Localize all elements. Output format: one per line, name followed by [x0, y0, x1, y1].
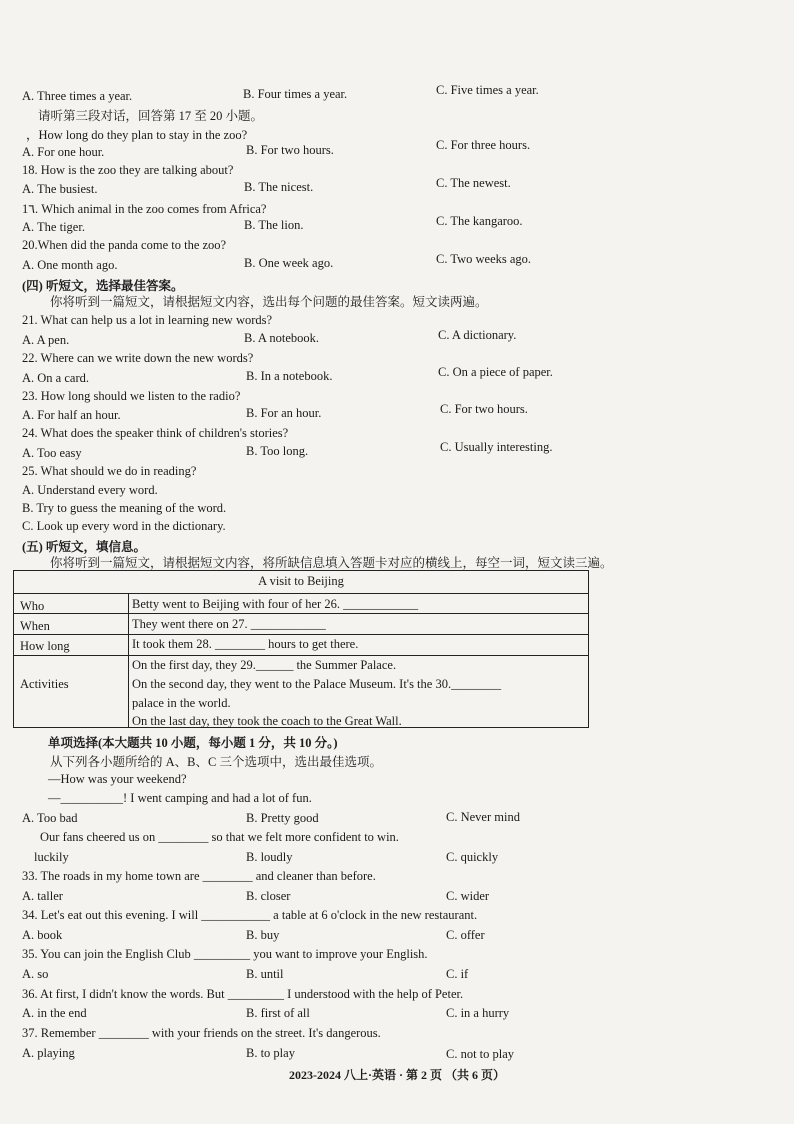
text-line: B. For an hour.	[246, 406, 322, 420]
activity-line-1: On the first day, they 29.______ the Summer Palace.	[132, 658, 397, 672]
text-line: A. For one hour.	[22, 145, 105, 159]
activity-line-3: palace in the world.	[132, 696, 231, 710]
activity-line-4: On the last day, they took the coach to the Great Wall.	[132, 714, 402, 728]
text-line: C. The newest.	[436, 176, 511, 190]
text-line: C. in a hurry	[446, 1006, 510, 1020]
text-line: A. taller	[22, 889, 63, 903]
text-line: B. The lion.	[244, 218, 304, 232]
text-line: B. In a notebook.	[246, 369, 333, 383]
table-title: A visit to Beijing	[258, 574, 344, 588]
text-line: B. The nicest.	[244, 180, 314, 194]
text-line: B. to play	[246, 1046, 295, 1060]
text-line: A. Too bad	[22, 811, 78, 825]
text-line: C. Look up every word in the dictionary.	[22, 519, 226, 533]
text-line: C. not to play	[446, 1047, 515, 1061]
text-line: B. One week ago.	[244, 256, 334, 270]
text-line: B. buy	[246, 928, 280, 942]
text-line: A. playing	[22, 1046, 75, 1060]
text-line: A. For half an hour.	[22, 408, 121, 422]
text-line: 请听第三段对话，回答第 17 至 20 小题。	[38, 109, 264, 123]
text-line: C. The kangaroo.	[436, 214, 523, 228]
text-line: (五) 听短文，填信息。	[22, 540, 146, 554]
text-line: C. wider	[446, 889, 490, 903]
text-line: C. A dictionary.	[438, 328, 517, 342]
text-line: A. so	[22, 967, 49, 981]
text-line: 35. You can join the English Club _________ you want to improve your English.	[22, 947, 428, 961]
text-line: C. if	[446, 967, 469, 981]
text-line: luckily	[34, 850, 69, 864]
text-line: B. until	[246, 967, 284, 981]
text-line: 25. What should we do in reading?	[22, 464, 197, 478]
text-line: A. Too easy	[22, 446, 82, 460]
activity-line-2: On the second day, they went to the Palace Museum. It's the 30.________	[132, 677, 502, 691]
text-line: A. The tiger.	[22, 220, 85, 234]
text-line: 36. At first, I didn't know the words. But _________ I understood with the help of Peter.	[22, 987, 464, 1001]
text-line: C. Usually interesting.	[440, 440, 553, 454]
row-content-who: Betty went to Beijing with four of her 26. ____________	[132, 597, 419, 611]
text-line: —__________! I went camping and had a lot of fun.	[48, 791, 312, 805]
text-line: A. Three times a year.	[22, 89, 133, 103]
text-line: A. in the end	[22, 1006, 87, 1020]
text-line: —How was your weekend?	[48, 772, 187, 786]
text-line: A. Understand every word.	[22, 483, 158, 497]
info-table	[13, 570, 589, 728]
text-line: (四) 听短文，选择最佳答案。	[22, 279, 184, 293]
text-line: 单项选择(本大题共 10 小题，每小题 1 分，共 10 分。)	[48, 736, 338, 750]
text-line: 从下列各小题所给的 A、B、C 三个选项中，选出最佳选项。	[50, 755, 382, 769]
text-line: 20.When did the panda come to the zoo?	[22, 238, 227, 252]
text-line: A. On a card.	[22, 371, 89, 385]
text-line: B. loudly	[246, 850, 293, 864]
text-line: 34. Let's eat out this evening. I will ___________ a table at 6 o'clock in the new restaurant.	[22, 908, 478, 922]
row-content-when: They went there on 27. ____________	[132, 617, 326, 631]
text-line: B. first of all	[246, 1006, 310, 1020]
text-line: B. A notebook.	[244, 331, 320, 345]
text-line: 1٦. Which animal in the zoo comes from Africa?	[22, 202, 267, 216]
row-label-activities: Activities	[20, 677, 69, 691]
text-line: 18. How is the zoo they are talking about?	[22, 163, 234, 177]
text-line: 21. What can help us a lot in learning new words?	[22, 313, 273, 327]
text-line: 37. Remember ________ with your friends on the street. It's dangerous.	[22, 1026, 381, 1040]
text-line: C. For three hours.	[436, 138, 531, 152]
text-line: C. Never mind	[446, 810, 520, 824]
text-line: C. quickly	[446, 850, 499, 864]
text-line: C. For two hours.	[440, 402, 528, 416]
row-content-how-long: It took them 28. ________ hours to get there.	[132, 637, 359, 651]
text-line: A. A pen.	[22, 333, 70, 347]
text-line: B. Try to guess the meaning of the word.	[22, 501, 227, 515]
row-label-when: When	[20, 619, 50, 633]
text-line: ，How long do they plan to stay in the zoo?	[26, 128, 248, 142]
text-line: B. closer	[246, 889, 291, 903]
page-footer: 2023-2024 八上·英语 · 第 2 页 （共 6 页）	[288, 1068, 505, 1082]
text-line: C. On a piece of paper.	[438, 365, 553, 379]
text-line: 24. What does the speaker think of children's stories?	[22, 426, 289, 440]
text-line: Our fans cheered us on ________ so that we felt more confident to win.	[40, 830, 399, 844]
text-line: A. The busiest.	[22, 182, 98, 196]
text-line: A. book	[22, 928, 63, 942]
text-line: B. For two hours.	[246, 143, 334, 157]
text-line: 23. How long should we listen to the radio?	[22, 389, 241, 403]
text-line: B. Four times a year.	[243, 87, 348, 101]
text-line: C. offer	[446, 928, 485, 942]
text-line: 33. The roads in my home town are ________ and cleaner than before.	[22, 869, 376, 883]
text-line: 你将听到一篇短文，请根据短文内容，将所缺信息填入答题卡对应的横线上，每空一词，短文读三遍。	[50, 556, 613, 570]
text-line: C. Five times a year.	[436, 83, 539, 97]
text-line: C. Two weeks ago.	[436, 252, 532, 266]
text-line: 你将听到一篇短文，请根据短文内容，选出每个问题的最佳答案。短文读两遍。	[50, 295, 488, 309]
text-line: A. One month ago.	[22, 258, 118, 272]
text-line: B. Too long.	[246, 444, 309, 458]
text-line: 22. Where can we write down the new words?	[22, 351, 254, 365]
row-label-how-long: How long	[20, 639, 70, 653]
text-line: B. Pretty good	[246, 811, 319, 825]
row-label-who: Who	[20, 599, 45, 613]
